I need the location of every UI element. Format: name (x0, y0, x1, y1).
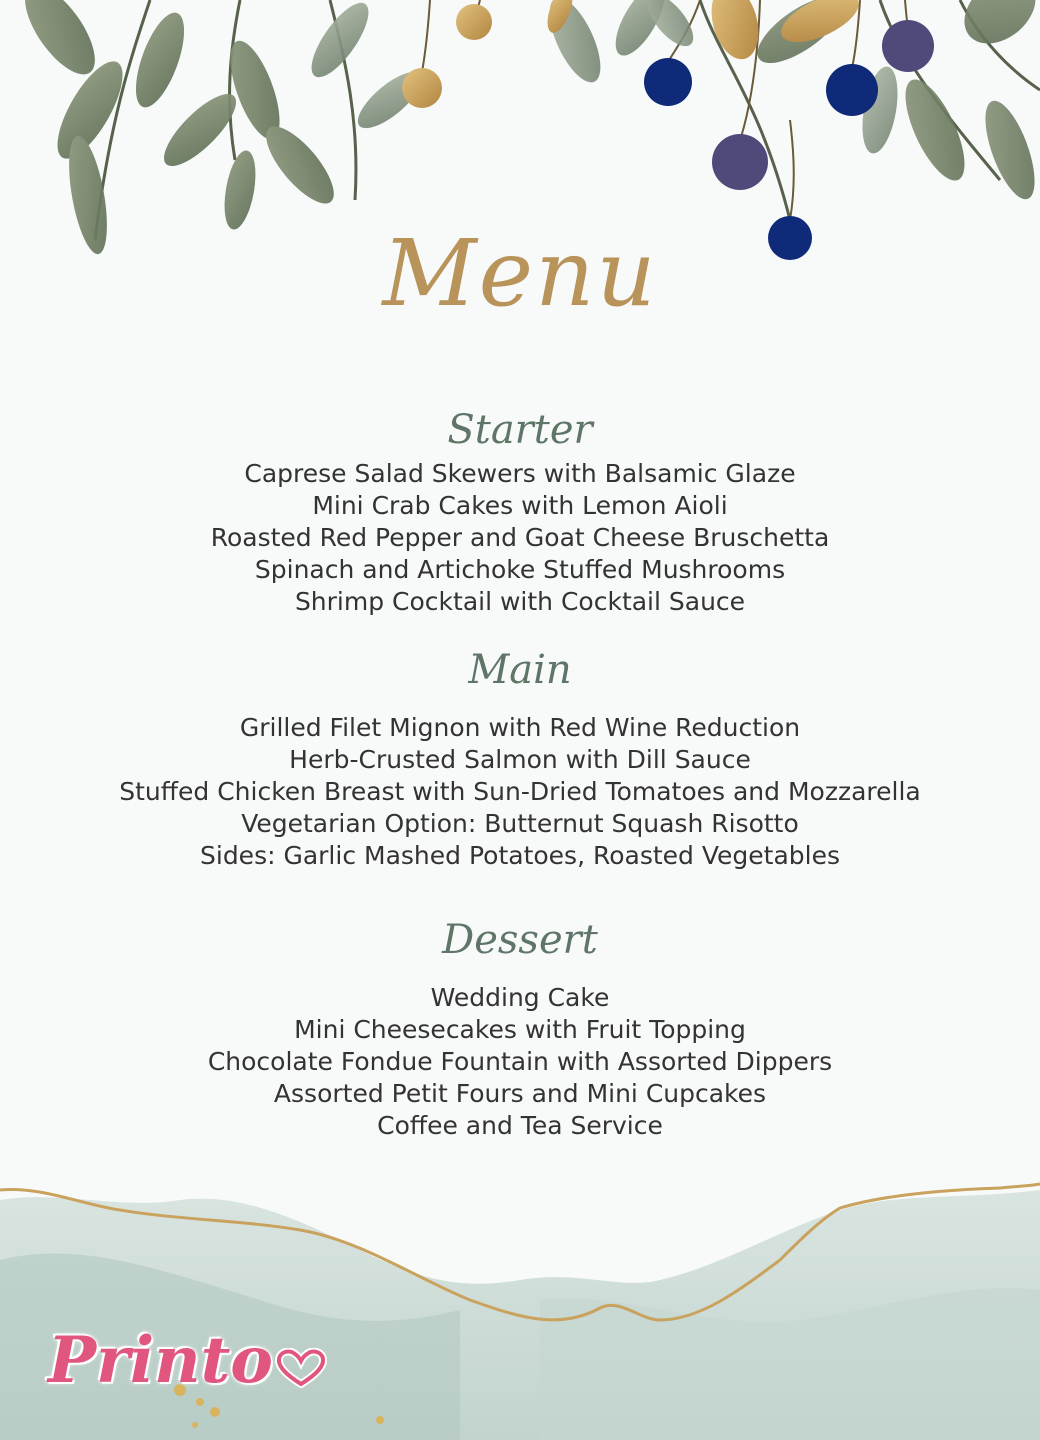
main-items (0, 712, 1040, 872)
starter-items (0, 458, 1040, 618)
menu-item: Shrimp Cocktail with Cocktail Sauce (294, 587, 746, 616)
menu-item: Assorted Petit Fours and Mini Cupcakes (273, 1079, 767, 1108)
section-dessert (0, 918, 1040, 1142)
menu-item: Chocolate Fondue Fountain with Assorted Dippers (207, 1047, 833, 1076)
printo-logo (48, 1316, 327, 1406)
menu-item: Grilled Filet Mignon with Red Wine Reduction (239, 713, 801, 742)
menu-item: Coffee and Tea Service (377, 1111, 663, 1140)
menu-title: Menu (382, 220, 658, 327)
menu-item: Herb-Crusted Salmon with Dill Sauce (289, 745, 751, 774)
logo-text: Printo (48, 1323, 273, 1398)
section-main (0, 648, 1040, 872)
menu-item: Spinach and Artichoke Stuffed Mushrooms (254, 555, 786, 584)
heart-icon (275, 1348, 327, 1388)
menu-item: Vegetarian Option: Butternut Squash Risotto (241, 809, 799, 838)
section-heading-main: Main (468, 647, 572, 693)
section-heading-dessert: Dessert (442, 917, 598, 963)
menu-item: Sides: Garlic Mashed Potatoes, Roasted Vegetables (200, 841, 840, 870)
section-heading-starter: Starter (447, 407, 593, 453)
menu-item: Mini Crab Cakes with Lemon Aioli (312, 491, 728, 520)
menu-item: Mini Cheesecakes with Fruit Topping (294, 1015, 746, 1044)
menu-item: Stuffed Chicken Breast with Sun-Dried Tomatoes and Mozzarella (119, 777, 921, 806)
dessert-items (0, 982, 1040, 1142)
menu-item: Wedding Cake (430, 983, 610, 1012)
menu-item: Roasted Red Pepper and Goat Cheese Bruschetta (210, 523, 830, 552)
menu-item: Caprese Salad Skewers with Balsamic Glaze (244, 459, 796, 488)
section-starter (0, 408, 1040, 618)
